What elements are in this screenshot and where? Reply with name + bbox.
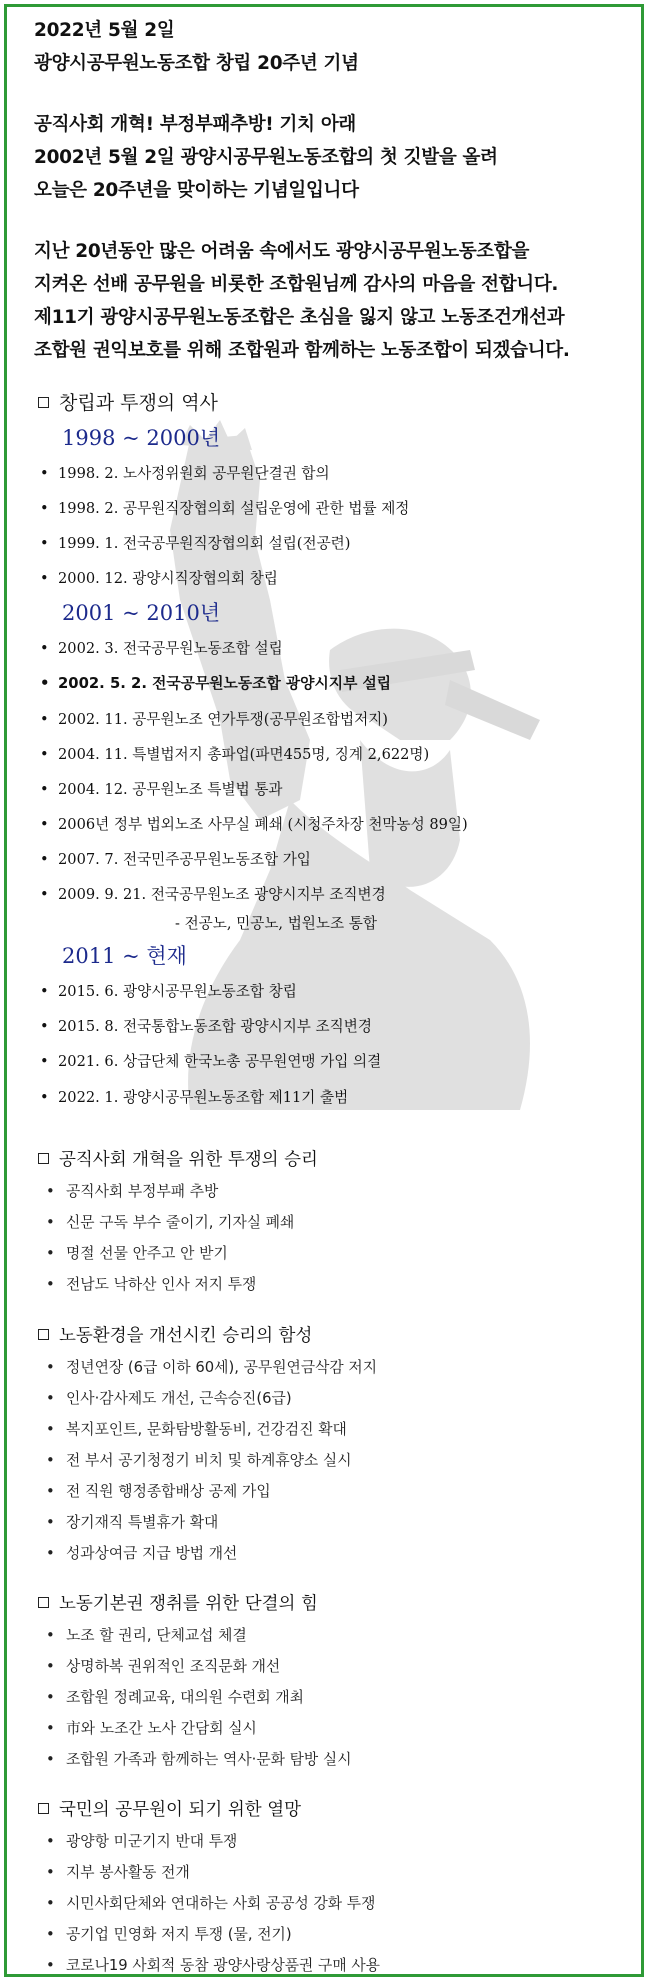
header-para2-line: 지난 20년동안 많은 어려움 속에서도 광양시공무원노동조합을 (34, 241, 530, 262)
list-item: • 신문 구독 부수 줄이기, 기자실 폐쇄 (46, 1214, 295, 1231)
section-title: 공직사회 개혁을 위한 투쟁의 승리 (38, 1146, 318, 1171)
list-item: • 정년연장 (6급 이하 60세), 공무원연금삭감 저지 (46, 1359, 378, 1376)
list-item: • 성과상여금 지급 방법 개선 (46, 1545, 238, 1562)
timeline-item: • 2022. 1. 광양시공무원노동조합 제11기 출범 (40, 1089, 349, 1106)
list-item: • 전남도 낙하산 인사 저지 투쟁 (46, 1276, 257, 1293)
section-title: 국민의 공무원이 되기 위한 열망 (38, 1796, 301, 1821)
square-bullet-icon (38, 1803, 49, 1814)
list-item: • 코로나19 사회적 동참 광양사랑상품권 구매 사용 (46, 1957, 380, 1974)
timeline-item: • 2006년 정부 법외노조 사무실 폐쇄 (시청주차장 천막농성 89일) (40, 816, 468, 833)
section-title: 노동기본권 쟁취를 위한 단결의 힘 (38, 1590, 318, 1615)
header-title: 광양시공무원노동조합 창립 20주년 기념 (34, 53, 359, 74)
era-label: 2011 ~ 현재 (62, 944, 187, 968)
timeline-item: • 1999. 1. 전국공무원직장협의회 설립(전공련) (40, 535, 351, 552)
list-item: • 장기재직 특별휴가 확대 (46, 1514, 219, 1531)
header-date: 2022년 5월 2일 (34, 20, 175, 41)
era-label: 2001 ~ 2010년 (62, 601, 221, 625)
header-para1-line: 2002년 5월 2일 광양시공무원노동조합의 첫 깃발을 올려 (34, 147, 498, 168)
list-item: • 공기업 민영화 저지 투쟁 (물, 전기) (46, 1926, 292, 1943)
header-para2-line: 지켜온 선배 공무원을 비롯한 조합원님께 감사의 마음을 전합니다. (34, 274, 559, 295)
section-title: 노동환경을 개선시킨 승리의 함성 (38, 1322, 312, 1347)
header-para1-line: 오늘은 20주년을 맞이하는 기념일입니다 (34, 180, 359, 201)
list-item: • 시민사회단체와 연대하는 사회 공공성 강화 투쟁 (46, 1895, 376, 1912)
timeline-item: • 2015. 6. 광양시공무원노동조합 창립 (40, 983, 297, 1000)
header-para2-line: 조합원 권익보호를 위해 조합원과 함께하는 노동조합이 되겠습니다. (34, 340, 570, 361)
timeline-item: • 1998. 2. 공무원직장협의회 설립운영에 관한 법률 제정 (40, 500, 410, 517)
square-bullet-icon (38, 397, 49, 408)
list-item: • 상명하복 권위적인 조직문화 개선 (46, 1658, 281, 1675)
list-item: • 명절 선물 안주고 안 받기 (46, 1245, 228, 1262)
list-item: • 조합원 가족과 함께하는 역사·문화 탐방 실시 (46, 1751, 352, 1768)
timeline-item: • 1998. 2. 노사정위원회 공무원단결권 합의 (40, 465, 330, 482)
timeline-item: • 2004. 11. 특별법저지 총파업(파면455명, 징계 2,622명) (40, 746, 430, 763)
timeline-item: • 2002. 3. 전국공무원노동조합 설립 (40, 640, 283, 657)
list-item: • 조합원 정례교육, 대의원 수련회 개최 (46, 1689, 304, 1706)
timeline-item: • 2000. 12. 광양시직장협의회 창립 (40, 570, 278, 587)
list-item: • 인사·감사제도 개선, 근속승진(6급) (46, 1390, 292, 1407)
square-bullet-icon (38, 1153, 49, 1164)
timeline-item: • 2002. 11. 공무원노조 연가투쟁(공무원조합법저지) (40, 711, 388, 728)
timeline-item: • 2009. 9. 21. 전국공무원노조 광양시지부 조직변경 (40, 886, 386, 903)
history-section-title: 창립과 투쟁의 역사 (38, 388, 218, 415)
timeline-item: • 2021. 6. 상급단체 한국노총 공무원연맹 가입 의결 (40, 1053, 382, 1070)
square-bullet-icon (38, 1329, 49, 1340)
era-label: 1998 ~ 2000년 (62, 426, 221, 450)
list-item: • 전 부서 공기청정기 비치 및 하계휴양소 실시 (46, 1452, 352, 1469)
list-item: • 市와 노조간 노사 간담회 실시 (46, 1720, 257, 1737)
timeline-item: • 2007. 7. 전국민주공무원노동조합 가입 (40, 851, 311, 868)
header-para1-line: 공직사회 개혁! 부정부패추방! 기치 아래 (34, 114, 356, 135)
header-block (34, 14, 634, 367)
list-item: • 광양항 미군기지 반대 투쟁 (46, 1833, 238, 1850)
header-para2-line: 제11기 광양시공무원노동조합은 초심을 잃지 않고 노동조건개선과 (34, 307, 565, 328)
square-bullet-icon (38, 1597, 49, 1608)
list-item: • 지부 봉사활동 전개 (46, 1864, 190, 1881)
list-item: • 전 직원 행정종합배상 공제 가입 (46, 1483, 271, 1500)
timeline-item: • 2004. 12. 공무원노조 특별법 통과 (40, 781, 283, 798)
timeline-item-highlight: • 2002. 5. 2. 전국공무원노동조합 광양시지부 설립 (40, 675, 392, 692)
list-item: • 복지포인트, 문화탐방활동비, 건강검진 확대 (46, 1421, 347, 1438)
timeline-item: • 2015. 8. 전국통합노동조합 광양시지부 조직변경 (40, 1018, 372, 1035)
timeline-sub-note: - 전공노, 민공노, 법원노조 통합 (175, 915, 377, 932)
list-item: • 공직사회 부정부패 추방 (46, 1183, 219, 1200)
list-item: • 노조 할 권리, 단체교섭 체결 (46, 1627, 247, 1644)
